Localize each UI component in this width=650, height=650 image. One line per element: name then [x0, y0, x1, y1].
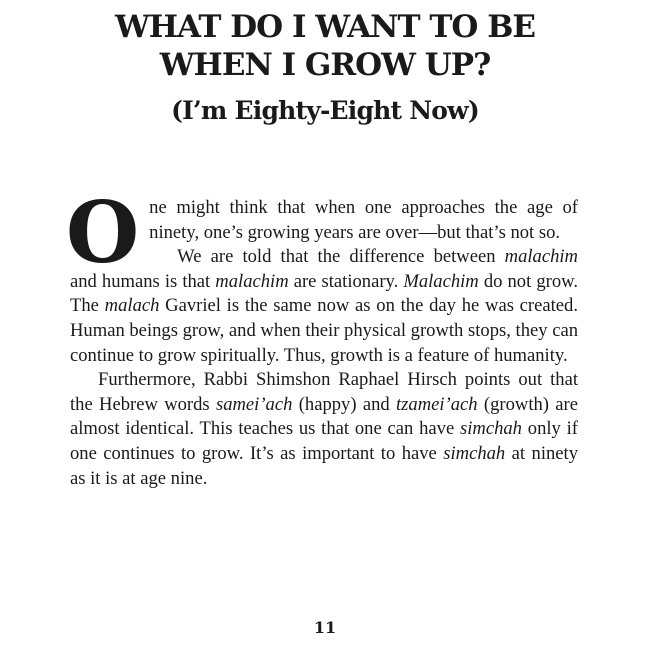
text-run: are stationary. [288, 270, 404, 292]
page-number: 11 [313, 618, 337, 637]
paragraph-3 [70, 368, 578, 491]
chapter-title-line-1: WHAT DO I WANT TO BE [114, 9, 536, 45]
chapter-subtitle: (I’m Eighty-Eight Now) [171, 96, 479, 125]
drop-cap: O [66, 183, 140, 282]
italic-term: simchah [460, 418, 522, 440]
italic-term: tzamei’ach [396, 393, 478, 415]
italic-term: simchah [443, 442, 506, 464]
text-run: Gavriel is the same now as on the day he was created. Human beings grow, and when their physical growth stops, they can continue to grow spiritually. Thus, growth is a feature of humanity. [70, 295, 578, 366]
body-text [66, 183, 578, 491]
paragraph-2 [70, 245, 578, 368]
text-run: (growth) are almost identical. This teaches us that one can have [70, 393, 578, 440]
text-run: only if one continues to grow. It’s as important to have [70, 418, 578, 464]
italic-term: malachim [504, 246, 578, 268]
italic-term: samei’ach [215, 393, 293, 415]
text-run: Furthermore, Rabbi Shimshon Raphael Hirsch points out that the Hebrew words [70, 369, 578, 415]
italic-term: Malachim [403, 270, 479, 292]
text-run: at ninety as it is at age nine. [70, 442, 578, 489]
text-run: (happy) and [292, 393, 397, 415]
italic-term: malach [104, 295, 160, 317]
italic-term: malachim [215, 270, 289, 292]
text-run: do not grow. The [70, 270, 578, 317]
chapter-title-line-2: WHEN I GROW UP? [159, 47, 491, 83]
text-run: We are told that the difference between [177, 246, 505, 268]
text-run: and humans is that [70, 270, 216, 292]
paragraph-1-text: ne might think that when one approaches the age of ninety, one’s growing years are over—but that’s not so. [149, 197, 578, 243]
